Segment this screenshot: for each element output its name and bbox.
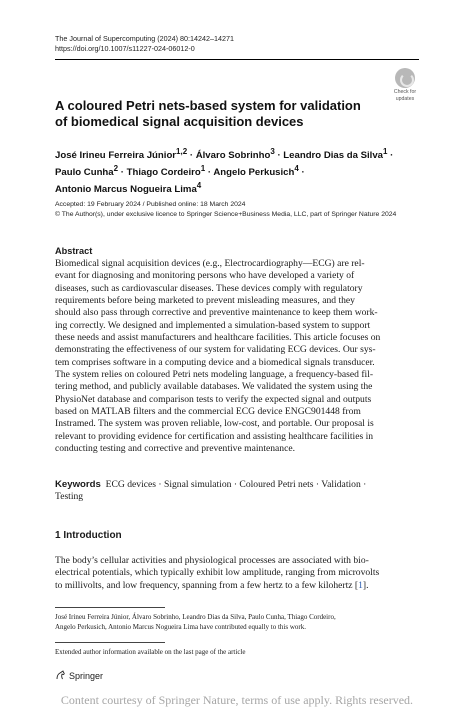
title-line-2: of biomedical signal acquisition devices <box>55 114 304 129</box>
abstract-line: Instramed. The system was proven reliable, low-cost, and portable. Our proposal is <box>55 418 374 430</box>
journal-header <box>55 34 234 54</box>
check-for-updates-badge[interactable] <box>388 68 422 102</box>
abstract-line: relevant to providing evidence for certification and assisting healthcare facilities in <box>55 430 374 442</box>
abstract-line: diseases, such as cardiovascular diseases. These devices comply with regulatory <box>55 282 363 294</box>
footnote-rule <box>55 607 165 608</box>
abstract-line: ing correctly. We designed and implemented a simulation-based system to support <box>55 319 371 331</box>
badge-label-2: updates <box>395 96 415 102</box>
keywords-block <box>55 479 419 504</box>
badge-label-1: Check for <box>393 89 417 95</box>
footnote-rule-2 <box>55 642 165 643</box>
abstract-heading: Abstract <box>55 246 93 256</box>
abstract-line: should also pass through corrective and preventive maintenance to keep them work- <box>55 307 378 319</box>
abstract-line: The system relies on coloured Petri nets modeling language, a frequency-based fil- <box>55 369 374 381</box>
abstract-line: based on MATLAB filters and the commercial ECG device ENGC901448 from <box>55 406 361 418</box>
abstract-line: tering method, and publicly available databases. We validated the system using the <box>55 381 373 393</box>
publication-dates <box>55 200 425 220</box>
doi-link[interactable]: https://doi.org/10.1007/s11227-024-06012-0 <box>55 44 195 53</box>
update-check-icon <box>395 68 415 88</box>
publisher-logo <box>55 670 103 681</box>
abstract-body <box>55 258 419 456</box>
copyright-line: © The Author(s), under exclusive licence to Springer Science+Business Media, LLC, part of Springer Nature 2024 <box>55 211 397 218</box>
abstract-line: conducting testing and corrective and preventive maintenance. <box>55 443 296 455</box>
dates-line: Accepted: 19 February 2024 / Published online: 18 March 2024 <box>55 201 246 208</box>
keywords-label: Keywords <box>55 479 101 490</box>
abstract-line: requirements before being marketed to prevent misleading measures, and they <box>55 295 355 307</box>
title-line-1: A coloured Petri nets-based system for validation <box>55 98 361 113</box>
section-heading-introduction: 1 Introduction <box>55 530 122 541</box>
abstract-line: tem comprises software in a computing device and a biomedical signals transducer. <box>55 356 375 368</box>
reference-link-1[interactable]: 1 <box>358 579 363 591</box>
footnote-line-2: Angelo Perkusich, Antonio Marcus Nogueira Lima have contributed equally to this work. <box>55 623 306 631</box>
intro-line-3: to millivolts, and low frequency, spanning from a few hertz to a few kilohertz [1]. <box>55 579 369 591</box>
footnote-line-1: José Irineu Ferreira Júnior, Álvaro Sobrinho, Leandro Dias da Silva, Paulo Cunha, Thiago Cordeiro, <box>55 613 336 621</box>
abstract-line: demonstrating the effectiveness of our system for validating ECG devices. Our sys- <box>55 344 376 356</box>
abstract-line: evant for diagnosing and monitoring persons who have developed a variety of <box>55 270 355 282</box>
intro-line-1: The body’s cellular activities and physiological processes are associated with bio- <box>55 555 369 566</box>
header-rule <box>55 59 419 60</box>
intro-line-2: electrical potentials, which typically exhibit low amplitude, ranging from microvolts <box>55 567 380 579</box>
springer-horse-icon <box>55 670 66 681</box>
abstract-line: these needs and assist manufacturers and healthcare facilities. This article focuses on <box>55 332 381 344</box>
introduction-body <box>55 555 419 592</box>
abstract-line: PhysioNet database and comparison tests to verify the expected signal and outputs <box>55 393 372 405</box>
extended-info-footnote: Extended author information available on the last page of the article <box>55 648 246 656</box>
authors-line-2: Paulo Cunha$^2$ · Thiago Cordeiro$^1$ · Angelo Perkusich$^4$ · <box>55 164 305 179</box>
authors-line-1: José Irineu Ferreira Júnior$^{1,2}$ · Álvaro Sobrinho$^3$ · Leandro Dias da Silva$^1$ · <box>55 147 394 162</box>
contribution-footnote <box>55 612 419 632</box>
paper-title <box>55 98 375 130</box>
authors-line-3: Antonio Marcus Nogueira Lima$^4$ <box>55 181 202 196</box>
courtesy-notice: Content courtesy of Springer Nature, terms of use apply. Rights reserved. <box>60 693 414 707</box>
journal-citation: The Journal of Supercomputing (2024) 80:14242–14271 <box>55 34 235 43</box>
abstract-line: Biomedical signal acquisition devices (e.g., Electrocardiography—ECG) are rel- <box>55 258 365 269</box>
publisher-name: Springer <box>69 670 104 681</box>
keywords-line-2: Testing <box>55 491 84 503</box>
keywords-line-1: ECG devices · Signal simulation · Coloured Petri nets · Validation · <box>105 479 367 490</box>
author-list <box>55 145 415 197</box>
